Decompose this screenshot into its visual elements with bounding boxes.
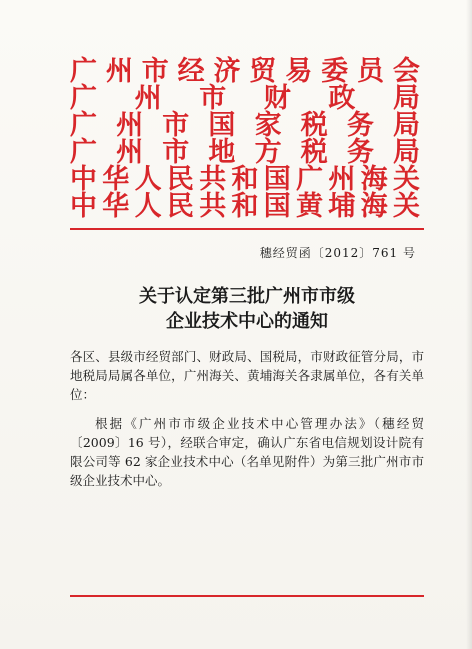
agency-line: 中 华 人 民 共 和 国 黄 埔 海 关 — [70, 191, 420, 222]
agency-line: 广 州 市 国 家 税 务 局 — [70, 110, 420, 141]
scan-edge-shadow — [466, 0, 472, 649]
issuing-agencies — [70, 58, 420, 220]
body-paragraph: 根据《广州市市级企业技术中心管理办法》（穗经贸〔2009〕16 号），经联合审定，确认广东省电信规划设计院有限公司等 62 家企业技术中心（名单见附件）为第三批广州市市级企业技术中心。 — [70, 416, 424, 488]
header-red-rule — [70, 228, 424, 230]
agency-line: 广 州 市 地 方 税 务 局 — [70, 137, 420, 168]
addressee-text: 各区、县级市经贸部门、财政局、国税局，市财政征管分局，市地税局局属各单位，广州海关、黄埔海关各隶属单位，各有关单位： — [70, 349, 424, 402]
document-number: 穗经贸函〔2012〕761 号 — [259, 246, 416, 260]
agency-line: 中 华 人 民 共 和 国 广 州 海 关 — [70, 164, 420, 195]
notice-title-line2: 企业技术中心的通知 — [166, 311, 328, 332]
notice-body — [70, 347, 424, 490]
notice-title-line1: 关于认定第三批广州市市级 — [139, 286, 355, 307]
footer-red-rule — [70, 595, 424, 597]
agency-line: 广 州 市 财 政 局 — [70, 83, 420, 114]
agency-line: 广 州 市 经 济 贸 易 委 员 会 — [70, 56, 420, 87]
